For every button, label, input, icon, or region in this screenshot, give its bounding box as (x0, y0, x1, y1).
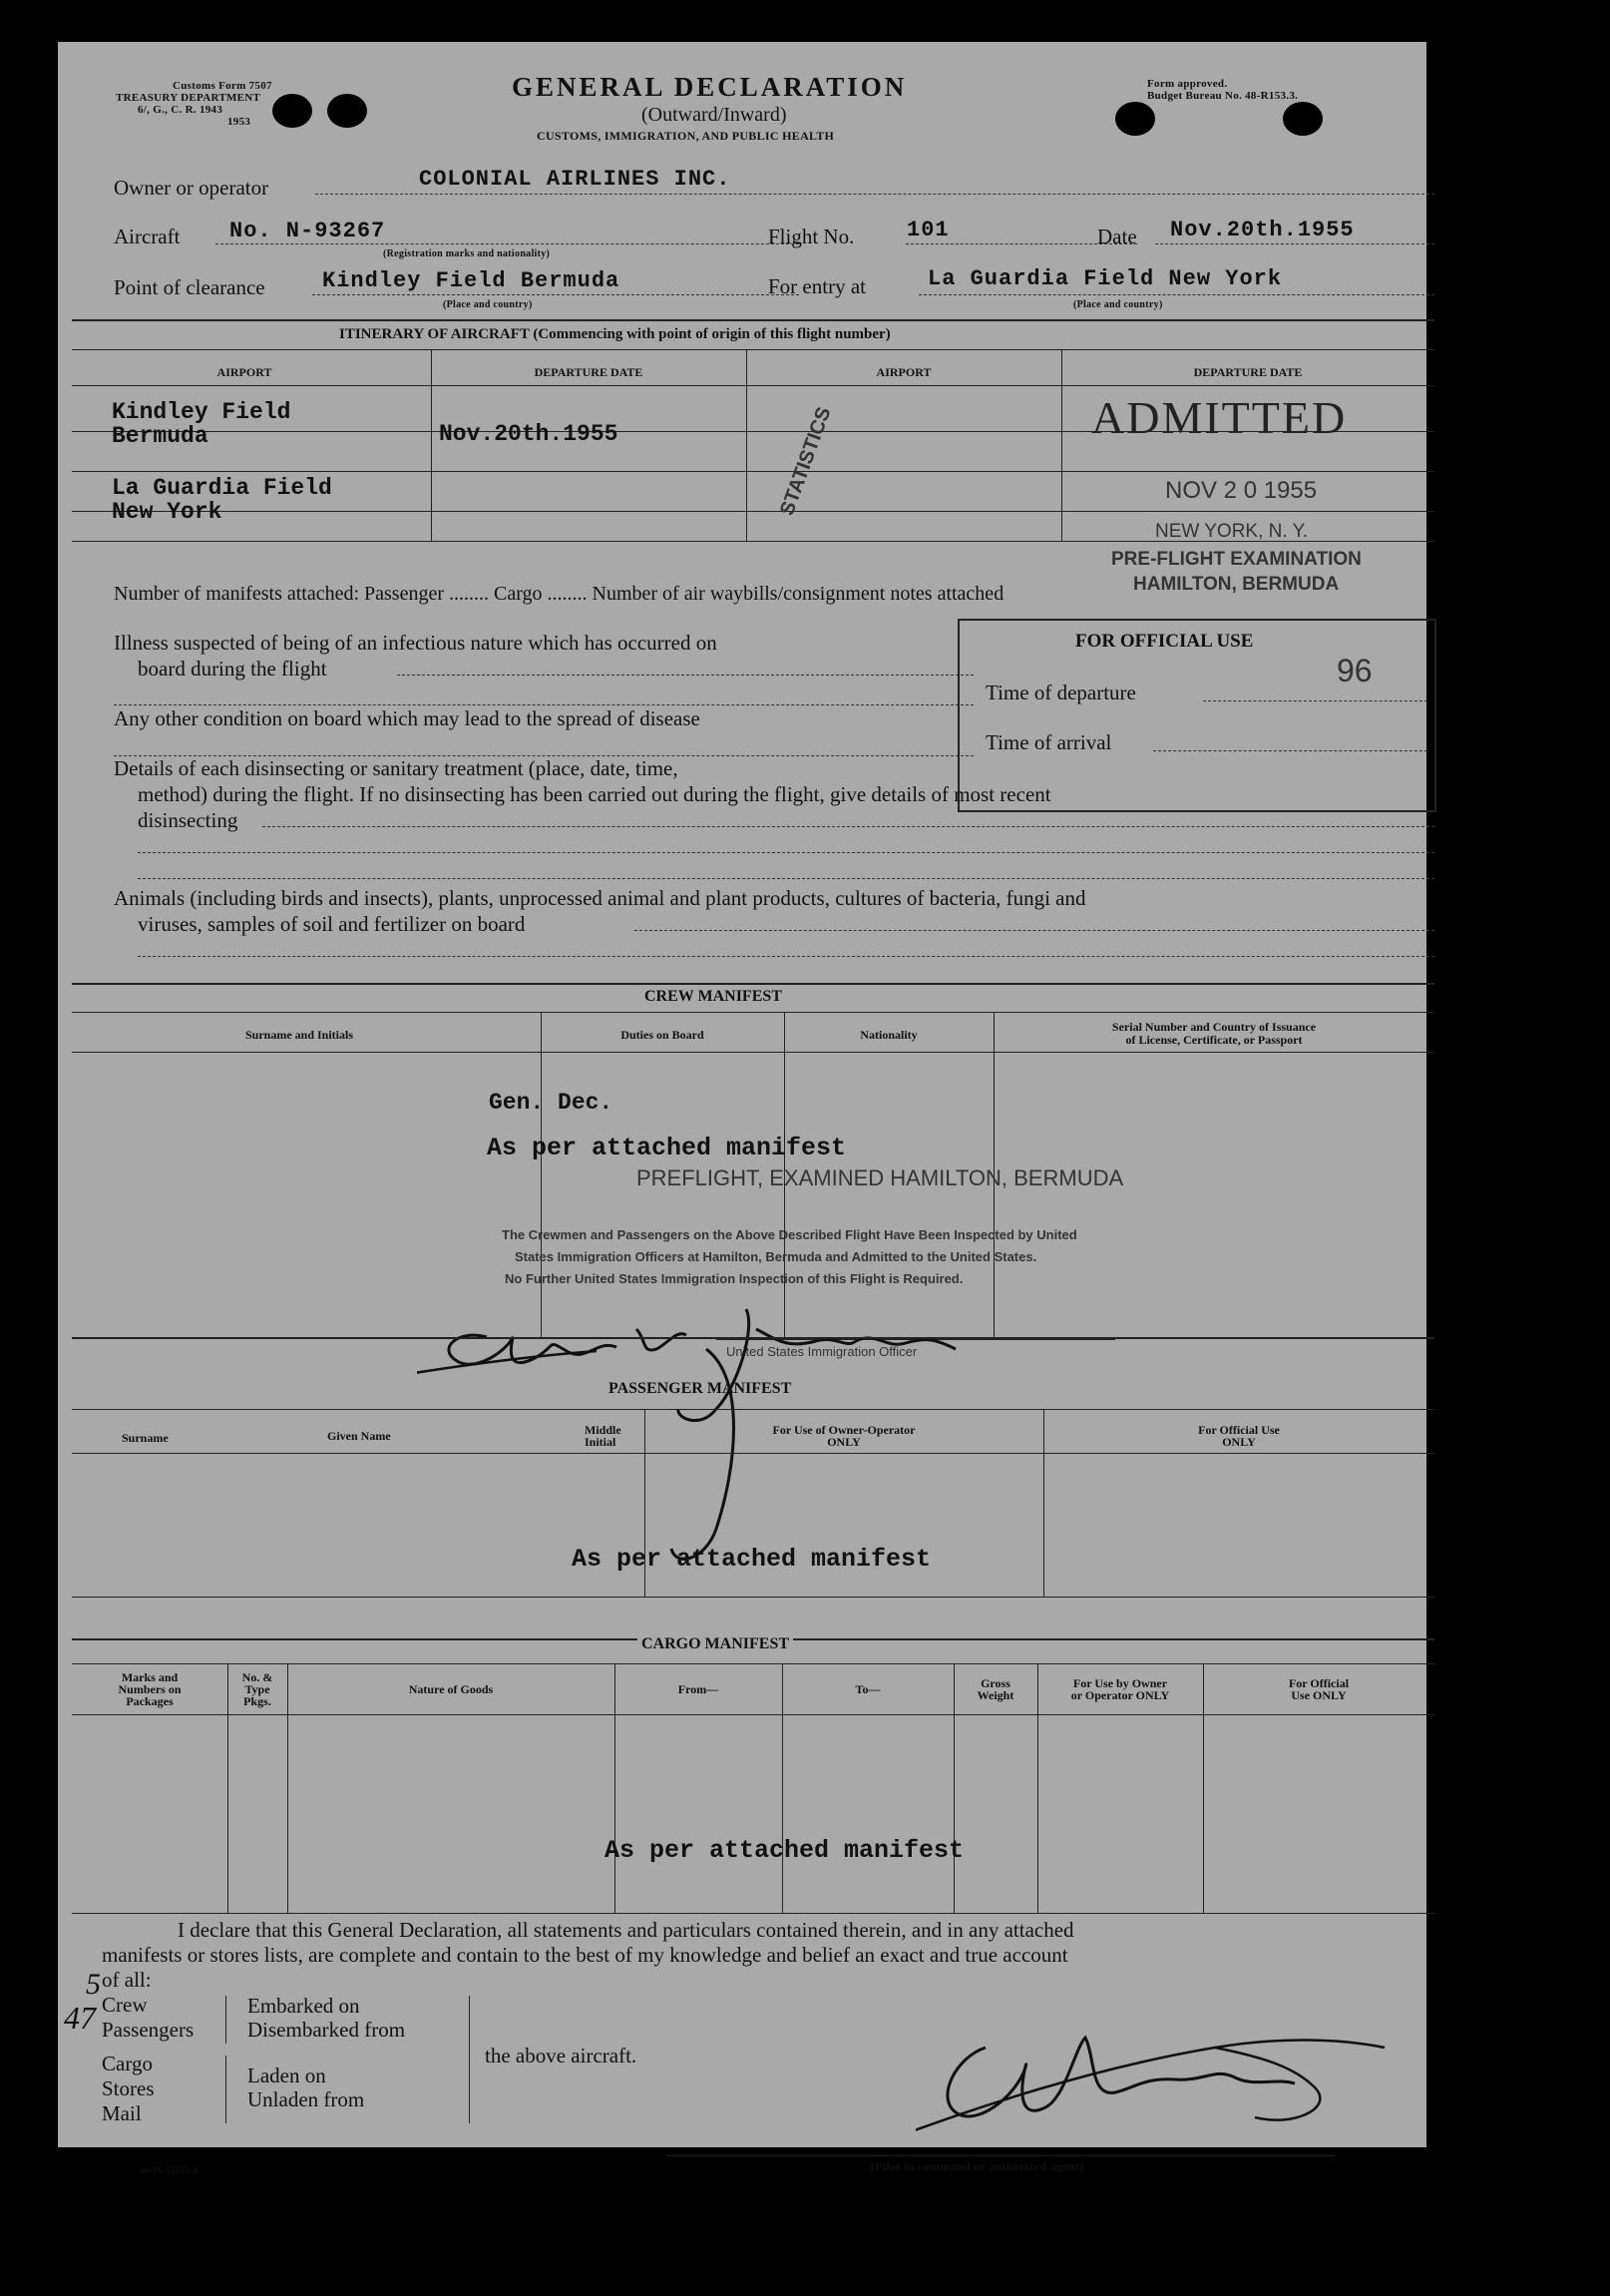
hamilton-stamp: HAMILTON, BERMUDA (1133, 574, 1340, 595)
manifests-line: Number of manifests attached: Passenger ........ Cargo ........ Number of air waybills/consignment notes attached (114, 583, 1005, 605)
cargo-col-weight: Gross (981, 1676, 1010, 1690)
itinerary-col-airport: AIRPORT (216, 365, 272, 379)
cargo-col-weight-2: Weight (977, 1688, 1014, 1702)
cargo-col-marks-2: Numbers on (118, 1682, 182, 1696)
departure-time-line (1203, 700, 1427, 701)
owner-line (315, 194, 1434, 195)
itinerary-row-rule (72, 511, 1434, 512)
admit-place-stamp: NEW YORK, N. Y. (1155, 521, 1309, 542)
itinerary-row2-city: New York (112, 499, 222, 525)
illness-line (397, 675, 974, 676)
animals-line (634, 930, 1434, 931)
inspection-stamp-line1: The Crewmen and Passengers on the Above Described Flight Have Been Inspected by United (502, 1227, 1077, 1242)
officer-signature (417, 1269, 1195, 1569)
passenger-top-rule (72, 1337, 1434, 1339)
cargo-col-marks: Marks and (121, 1670, 179, 1684)
flight-label: Flight No. (768, 225, 855, 248)
passenger-col-middle-initial-2: Initial (585, 1435, 616, 1449)
disinsect-line-3 (138, 878, 1434, 879)
passenger-col-official-use-2: ONLY (1222, 1435, 1256, 1449)
cargo-col-pkgs-2: Type (244, 1682, 270, 1696)
passenger-col-surname: Surname (122, 1431, 169, 1445)
crew-label: Crew (102, 1993, 148, 2017)
cargo-header-rule (72, 1663, 1434, 1664)
cargo-col-from: From— (677, 1682, 719, 1696)
brace-crew (225, 1996, 226, 2044)
mail-label: Mail (102, 2101, 142, 2125)
itinerary-col-airport: AIRPORT (876, 365, 932, 379)
crew-preflight-stamp: PREFLIGHT, EXAMINED HAMILTON, BERMUDA (636, 1165, 1124, 1190)
clearance-value: Kindley Field Bermuda (322, 268, 620, 293)
aircraft-label: Aircraft (114, 225, 181, 248)
pilot-signature-line (666, 2155, 1335, 2156)
punch-hole-left-2 (327, 94, 367, 128)
crew-header-rule (72, 1012, 1434, 1013)
crew-entry-ref: Gen. Dec. (489, 1090, 613, 1116)
illness-text: Illness suspected of being of an infectious nature which has occurred on (114, 631, 717, 655)
passenger-entry: As per attached manifest (572, 1545, 932, 1574)
admitted-stamp: ADMITTED (1091, 392, 1348, 443)
aircraft-line (215, 243, 799, 244)
clearance-label: Point of clearance (114, 275, 265, 299)
aircraft-statement: the above aircraft. (485, 2044, 637, 2067)
cargo-col-pkgs: No. & (241, 1670, 273, 1684)
stores-label: Stores (102, 2076, 155, 2100)
itinerary-row1-date: Nov.20th.1955 (439, 421, 618, 447)
official-use-number: 96 (1337, 653, 1373, 689)
cargo-col-to: To— (855, 1682, 881, 1696)
official-use-title: FOR OFFICIAL USE (1075, 631, 1254, 652)
date-label: Date (1097, 225, 1137, 248)
print-code: o6-16-52255-4 (140, 2165, 198, 2175)
itinerary-row-rule (72, 471, 1434, 472)
itinerary-row1-country: Bermuda (112, 423, 208, 449)
owner-value: COLONIAL AIRLINES INC. (419, 167, 731, 192)
passenger-count: 47 (64, 2000, 96, 2036)
crew-col-nationality: Nationality (860, 1028, 918, 1042)
entry-label: For entry at (768, 274, 866, 298)
department: TREASURY DEPARTMENT (116, 92, 261, 104)
animals-text-2: viruses, samples of soil and fertilizer on board (138, 912, 526, 936)
crew-top-rule (72, 983, 1434, 985)
cargo-label: Cargo (102, 2052, 153, 2075)
itinerary-row-rule (72, 385, 1434, 386)
clearance-caption: (Place and country) (443, 299, 533, 310)
itinerary-col-departure: DEPARTURE DATE (1193, 365, 1303, 379)
passenger-col-owner-use: For Use of Owner-Operator (772, 1423, 916, 1437)
brace-aircraft (469, 1996, 470, 2123)
disinsect-text-3: disinsecting (138, 808, 238, 832)
page-title: GENERAL DECLARATION (512, 72, 908, 102)
departure-time-label: Time of departure (986, 681, 1136, 704)
illness-line-2 (114, 704, 974, 705)
cargo-col-divider (287, 1663, 288, 1913)
cargo-col-goods: Nature of Goods (408, 1682, 494, 1696)
aircraft-caption: (Registration marks and nationality) (383, 248, 551, 259)
cargo-col-divider (782, 1663, 783, 1913)
form-sheet (58, 42, 1426, 2175)
crew-col-serial-2: of License, Certificate, or Passport (1125, 1033, 1303, 1047)
passenger-header-rule (72, 1409, 1434, 1410)
cargo-entry: As per attached manifest (604, 1836, 965, 1865)
cargo-col-owner-use: For Use by Owner (1072, 1676, 1168, 1690)
punch-hole-left-1 (272, 94, 312, 128)
entry-line (919, 294, 1434, 295)
certification-text: I declare that this General Declaration, all statements and particulars contained therein, and in any attached (178, 1918, 1074, 1942)
preflight-exam-stamp: PRE-FLIGHT EXAMINATION (1111, 549, 1362, 570)
animals-text: Animals (including birds and insects), plants, unprocessed animal and plant products, cultures of bacteria, fungi and (114, 886, 1086, 910)
flight-value: 101 (907, 218, 950, 242)
disinsect-line-2 (138, 852, 1434, 853)
itinerary-title: ITINERARY OF AIRCRAFT (Commencing with point of origin of this flight number) (339, 326, 891, 342)
disembarked-label: Disembarked from (247, 2018, 406, 2042)
clearance-line (312, 294, 799, 295)
passenger-col-given-name: Given Name (327, 1429, 391, 1443)
cargo-header-bottom-rule (72, 1714, 1434, 1715)
illness-text-2: board during the flight (138, 657, 327, 681)
owner-label: Owner or operator (114, 176, 269, 200)
animals-line-2 (138, 956, 1434, 957)
inspection-stamp-line2: States Immigration Officers at Hamilton, Bermuda and Admitted to the United States. (515, 1249, 1037, 1264)
pilot-signature (916, 1988, 1395, 2147)
date-line (1155, 243, 1434, 244)
pilot-caption: (Pilot in command or authorized agent) (871, 2159, 1084, 2173)
admit-date-stamp: NOV 2 0 1955 (1165, 477, 1318, 504)
passenger-header-bottom-rule (72, 1453, 1434, 1454)
passenger-bottom-rule (72, 1597, 1434, 1598)
punch-hole-right-2 (1283, 102, 1323, 136)
certification-text-2: manifests or stores lists, are complete and contain to the best of my knowledge and belief an exact and true account (102, 1943, 1068, 1967)
aircraft-value: No. N-93267 (229, 219, 386, 243)
disinsect-text: Details of each disinsecting or sanitary treatment (place, date, time, (114, 756, 678, 780)
budget-bureau: Budget Bureau No. 48-R153.3. (1147, 90, 1299, 102)
form-approval: Form approved. (1147, 78, 1228, 90)
statistics-stamp: STATISTICS (776, 404, 836, 519)
crew-col-duties: Duties on Board (620, 1028, 704, 1042)
crew-col-surname: Surname and Initials (244, 1028, 354, 1042)
officer-caption: United States Immigration Officer (726, 1344, 918, 1359)
passenger-col-middle-initial: Middle (585, 1423, 621, 1437)
arrival-time-line (1153, 750, 1427, 751)
cargo-col-official-use: For Official (1288, 1676, 1350, 1690)
itinerary-top-rule (72, 319, 1434, 321)
passenger-manifest-title: PASSENGER MANIFEST (608, 1380, 792, 1397)
page-subtitle: (Outward/Inward) (641, 104, 787, 126)
form-year: 1953 (227, 116, 251, 128)
itinerary-row1-airport: Kindley Field (112, 399, 291, 425)
disinsect-line (262, 826, 1434, 827)
cfr-reference: 6/, G., C. R. 1943 (138, 104, 223, 116)
crew-header-bottom-rule (72, 1052, 1434, 1053)
punch-hole-right-1 (1115, 102, 1155, 136)
crew-count: 5 (86, 1968, 101, 2001)
other-condition-text: Any other condition on board which may lead to the spread of disease (114, 706, 700, 730)
page-subhead: CUSTOMS, IMMIGRATION, AND PUBLIC HEALTH (537, 129, 835, 143)
entry-caption: (Place and country) (1073, 299, 1163, 310)
crew-entry: As per attached manifest (487, 1134, 847, 1162)
brace-cargo (225, 2056, 226, 2123)
form-id: Customs Form 7507 (173, 80, 272, 92)
itinerary-header-rule (72, 349, 1434, 350)
cargo-manifest-title: CARGO MANIFEST (637, 1635, 793, 1653)
cargo-bottom-rule (72, 1913, 1434, 1914)
crew-col-serial: Serial Number and Country of Issuance (1111, 1020, 1317, 1034)
inspection-stamp-line3: No Further United States Immigration Inspection of this Flight is Required. (505, 1271, 964, 1286)
certification-text-3: of all: (102, 1968, 152, 1992)
itinerary-col-departure: DEPARTURE DATE (534, 365, 643, 379)
passengers-label: Passengers (102, 2018, 195, 2042)
passenger-col-owner-use-2: ONLY (827, 1435, 861, 1449)
arrival-time-label: Time of arrival (986, 730, 1112, 754)
embarked-label: Embarked on (247, 1994, 360, 2018)
cargo-col-owner-use-2: or Operator ONLY (1070, 1688, 1170, 1702)
entry-value: La Guardia Field New York (928, 266, 1283, 291)
crew-manifest-title: CREW MANIFEST (644, 988, 782, 1005)
itinerary-row2-airport: La Guardia Field (112, 475, 332, 501)
cargo-col-divider (614, 1663, 615, 1913)
laden-label: Laden on (247, 2064, 326, 2087)
cargo-col-pkgs-3: Pkgs. (243, 1694, 271, 1708)
disinsect-text-2: method) during the flight. If no disinsecting has been carried out during the flight, give details of most recent (138, 782, 1051, 806)
passenger-col-official-use: For Official Use (1198, 1423, 1280, 1437)
cargo-col-official-use-2: Use ONLY (1291, 1688, 1347, 1702)
date-value: Nov.20th.1955 (1170, 218, 1355, 242)
unladen-label: Unladen from (247, 2087, 365, 2111)
cargo-col-marks-3: Packages (126, 1694, 174, 1708)
